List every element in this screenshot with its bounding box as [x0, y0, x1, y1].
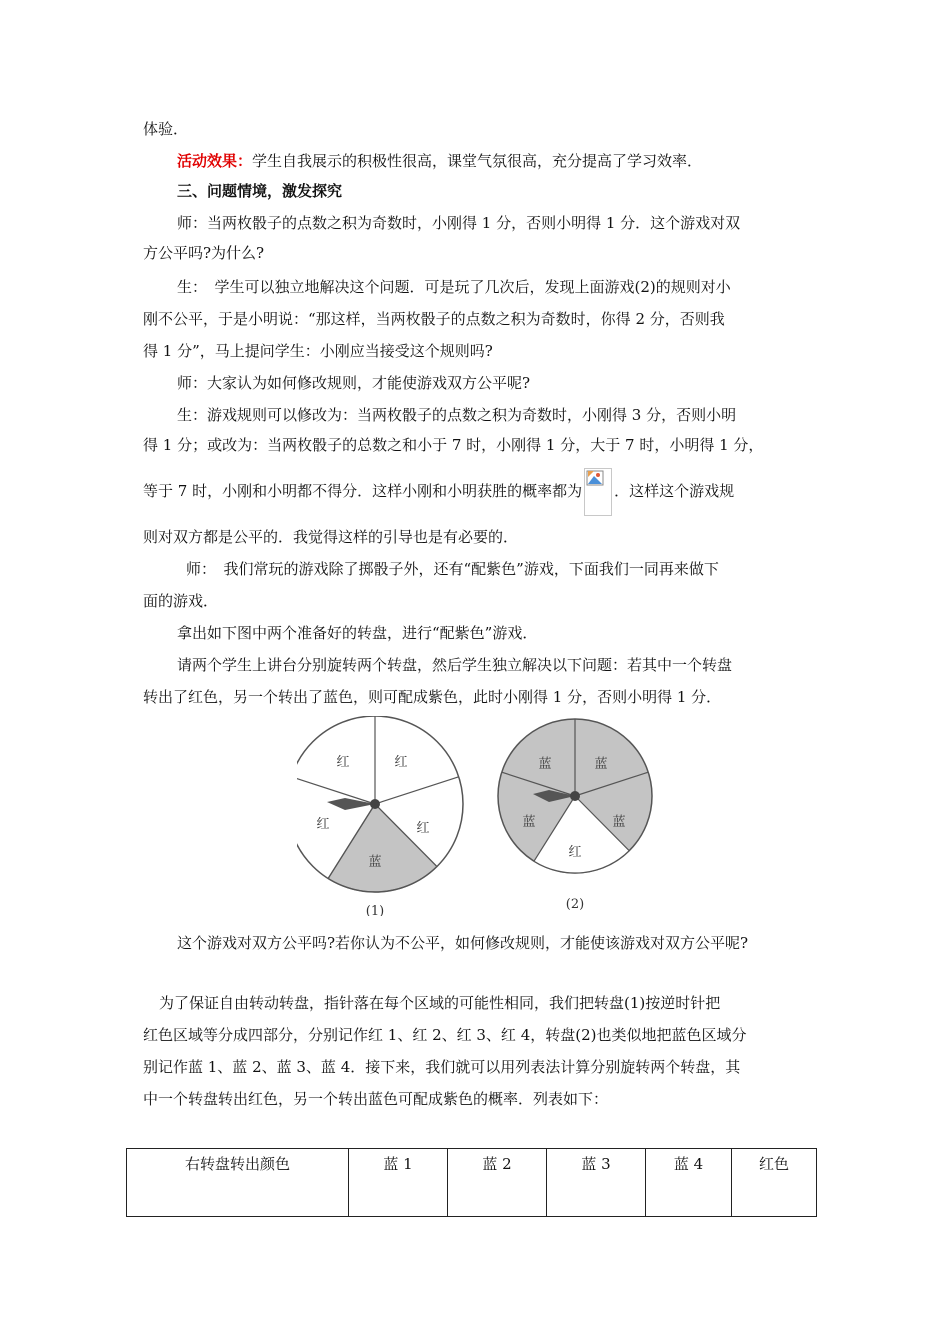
- spinner-1-label: 红: [394, 755, 408, 770]
- section-heading: 三、问题情境，激发探究: [177, 182, 343, 200]
- paragraph-text: 等于 7 时，小刚和小明都不得分．这样小刚和小明获胜的概率都为: [143, 482, 583, 500]
- paragraph-text: 中一个转盘转出红色，另一个转出蓝色可配成紫色的概率．列表如下：: [143, 1090, 609, 1108]
- table-header-cell: 蓝 2: [448, 1149, 547, 1217]
- activity-effect-text: 学生自我展示的积极性很高，课堂气氛很高，充分提高了学习效率．: [252, 152, 703, 170]
- table-header-cell: 蓝 1: [349, 1149, 448, 1217]
- paragraph-text: 面的游戏．: [143, 592, 219, 610]
- paragraph-text: 红色区域等分成四部分，分别记作红 1、红 2、红 3、红 4，转盘(2)也类似地把蓝色区域分: [143, 1026, 747, 1044]
- paragraph-text: 这个游戏对双方公平吗?若你认为不公平，如何修改规则，才能使该游戏对双方公平呢?: [177, 934, 749, 952]
- paragraph-text: 为了保证自由转动转盘，指针落在每个区域的可能性相同，我们把转盘(1)按逆时针把: [159, 994, 721, 1012]
- paragraph-text: 生：游戏规则可以修改为：当两枚骰子的点数之积为奇数时，小刚得 3 分，否则小明: [177, 406, 737, 424]
- table-header-cell: 红色: [732, 1149, 817, 1217]
- spinner-2-label: 红: [568, 845, 582, 860]
- broken-image-icon: [584, 468, 612, 516]
- spinner-1: [297, 716, 463, 916]
- spinner-1-caption: (1): [365, 904, 385, 916]
- paragraph-text: 师：当两枚骰子的点数之积为奇数时，小刚得 1 分，否则小明得 1 分．这个游戏对双: [177, 214, 741, 232]
- spinner-2-pivot: [570, 791, 580, 801]
- spinner-1-pointer: [327, 798, 375, 810]
- paragraph-text: 请两个学生上讲台分别旋转两个转盘，然后学生独立解决以下问题：若其中一个转盘: [177, 656, 733, 674]
- paragraph-text: 别记作蓝 1、蓝 2、蓝 3、蓝 4．接下来，我们就可以用列表法计算分别旋转两个转盘，其: [143, 1058, 741, 1076]
- activity-effect-line: [177, 150, 857, 172]
- paragraph-text: 得 1 分；或改为：当两枚骰子的总数之和小于 7 时，小刚得 1 分，大于 7 时，小明得 1 分，: [143, 436, 764, 454]
- spinner-2: [498, 719, 652, 912]
- spinner-2-label: 蓝: [612, 815, 626, 830]
- spinner-2-label: 蓝: [538, 757, 552, 772]
- paragraph-text-with-fraction: [143, 468, 823, 516]
- spinner-1-label: 红: [416, 821, 430, 836]
- activity-effect-label: 活动效果：: [177, 152, 253, 170]
- paragraph-text: 方公平吗?为什么?: [143, 244, 265, 262]
- paragraph-text: 转出了红色，另一个转出了蓝色，则可配成紫色，此时小刚得 1 分，否则小明得 1 分．: [143, 688, 722, 706]
- spinner-1-label: 红: [316, 817, 330, 832]
- spinner-1-label: 蓝: [368, 855, 382, 870]
- spinner-2-caption: (2): [565, 897, 585, 912]
- table-header-cell: 右转盘转出颜色: [127, 1149, 349, 1217]
- paragraph-text: 拿出如下图中两个准备好的转盘，进行“配紫色”游戏．: [177, 624, 538, 642]
- paragraph-text: 生： 学生可以独立地解决这个问题．可是玩了几次后，发现上面游戏(2)的规则对小: [177, 278, 731, 296]
- paragraph-text: 刚不公平，于是小明说：“那这样，当两枚骰子的点数之积为奇数时，你得 2 分，否则我: [143, 310, 725, 328]
- paragraph-text: 师：大家认为如何修改规则，才能使游戏双方公平呢?: [177, 374, 531, 392]
- table-row: [127, 1149, 817, 1217]
- paragraph-text: 得 1 分”，马上提问学生：小刚应当接受这个规则吗?: [143, 342, 493, 360]
- spinner-1-pivot: [370, 799, 380, 809]
- spinner-2-label: 蓝: [522, 815, 536, 830]
- table-header-cell: 蓝 4: [646, 1149, 732, 1217]
- spinner-1-label: 红: [336, 755, 350, 770]
- probability-table: [126, 1148, 817, 1217]
- spinner-2-label: 蓝: [594, 757, 608, 772]
- paragraph-text: ．这样这个游戏规: [614, 482, 735, 500]
- paragraph-text: 体验．: [143, 120, 189, 138]
- spinners-figure: [297, 716, 669, 916]
- paragraph-text: 则对双方都是公平的．我觉得这样的引导也是有必要的．: [143, 528, 519, 546]
- spinners-illustration: [297, 716, 669, 916]
- paragraph-text: 师： 我们常玩的游戏除了掷骰子外，还有“配紫色”游戏，下面我们一同再来做下: [186, 560, 719, 578]
- table-header-cell: 蓝 3: [547, 1149, 646, 1217]
